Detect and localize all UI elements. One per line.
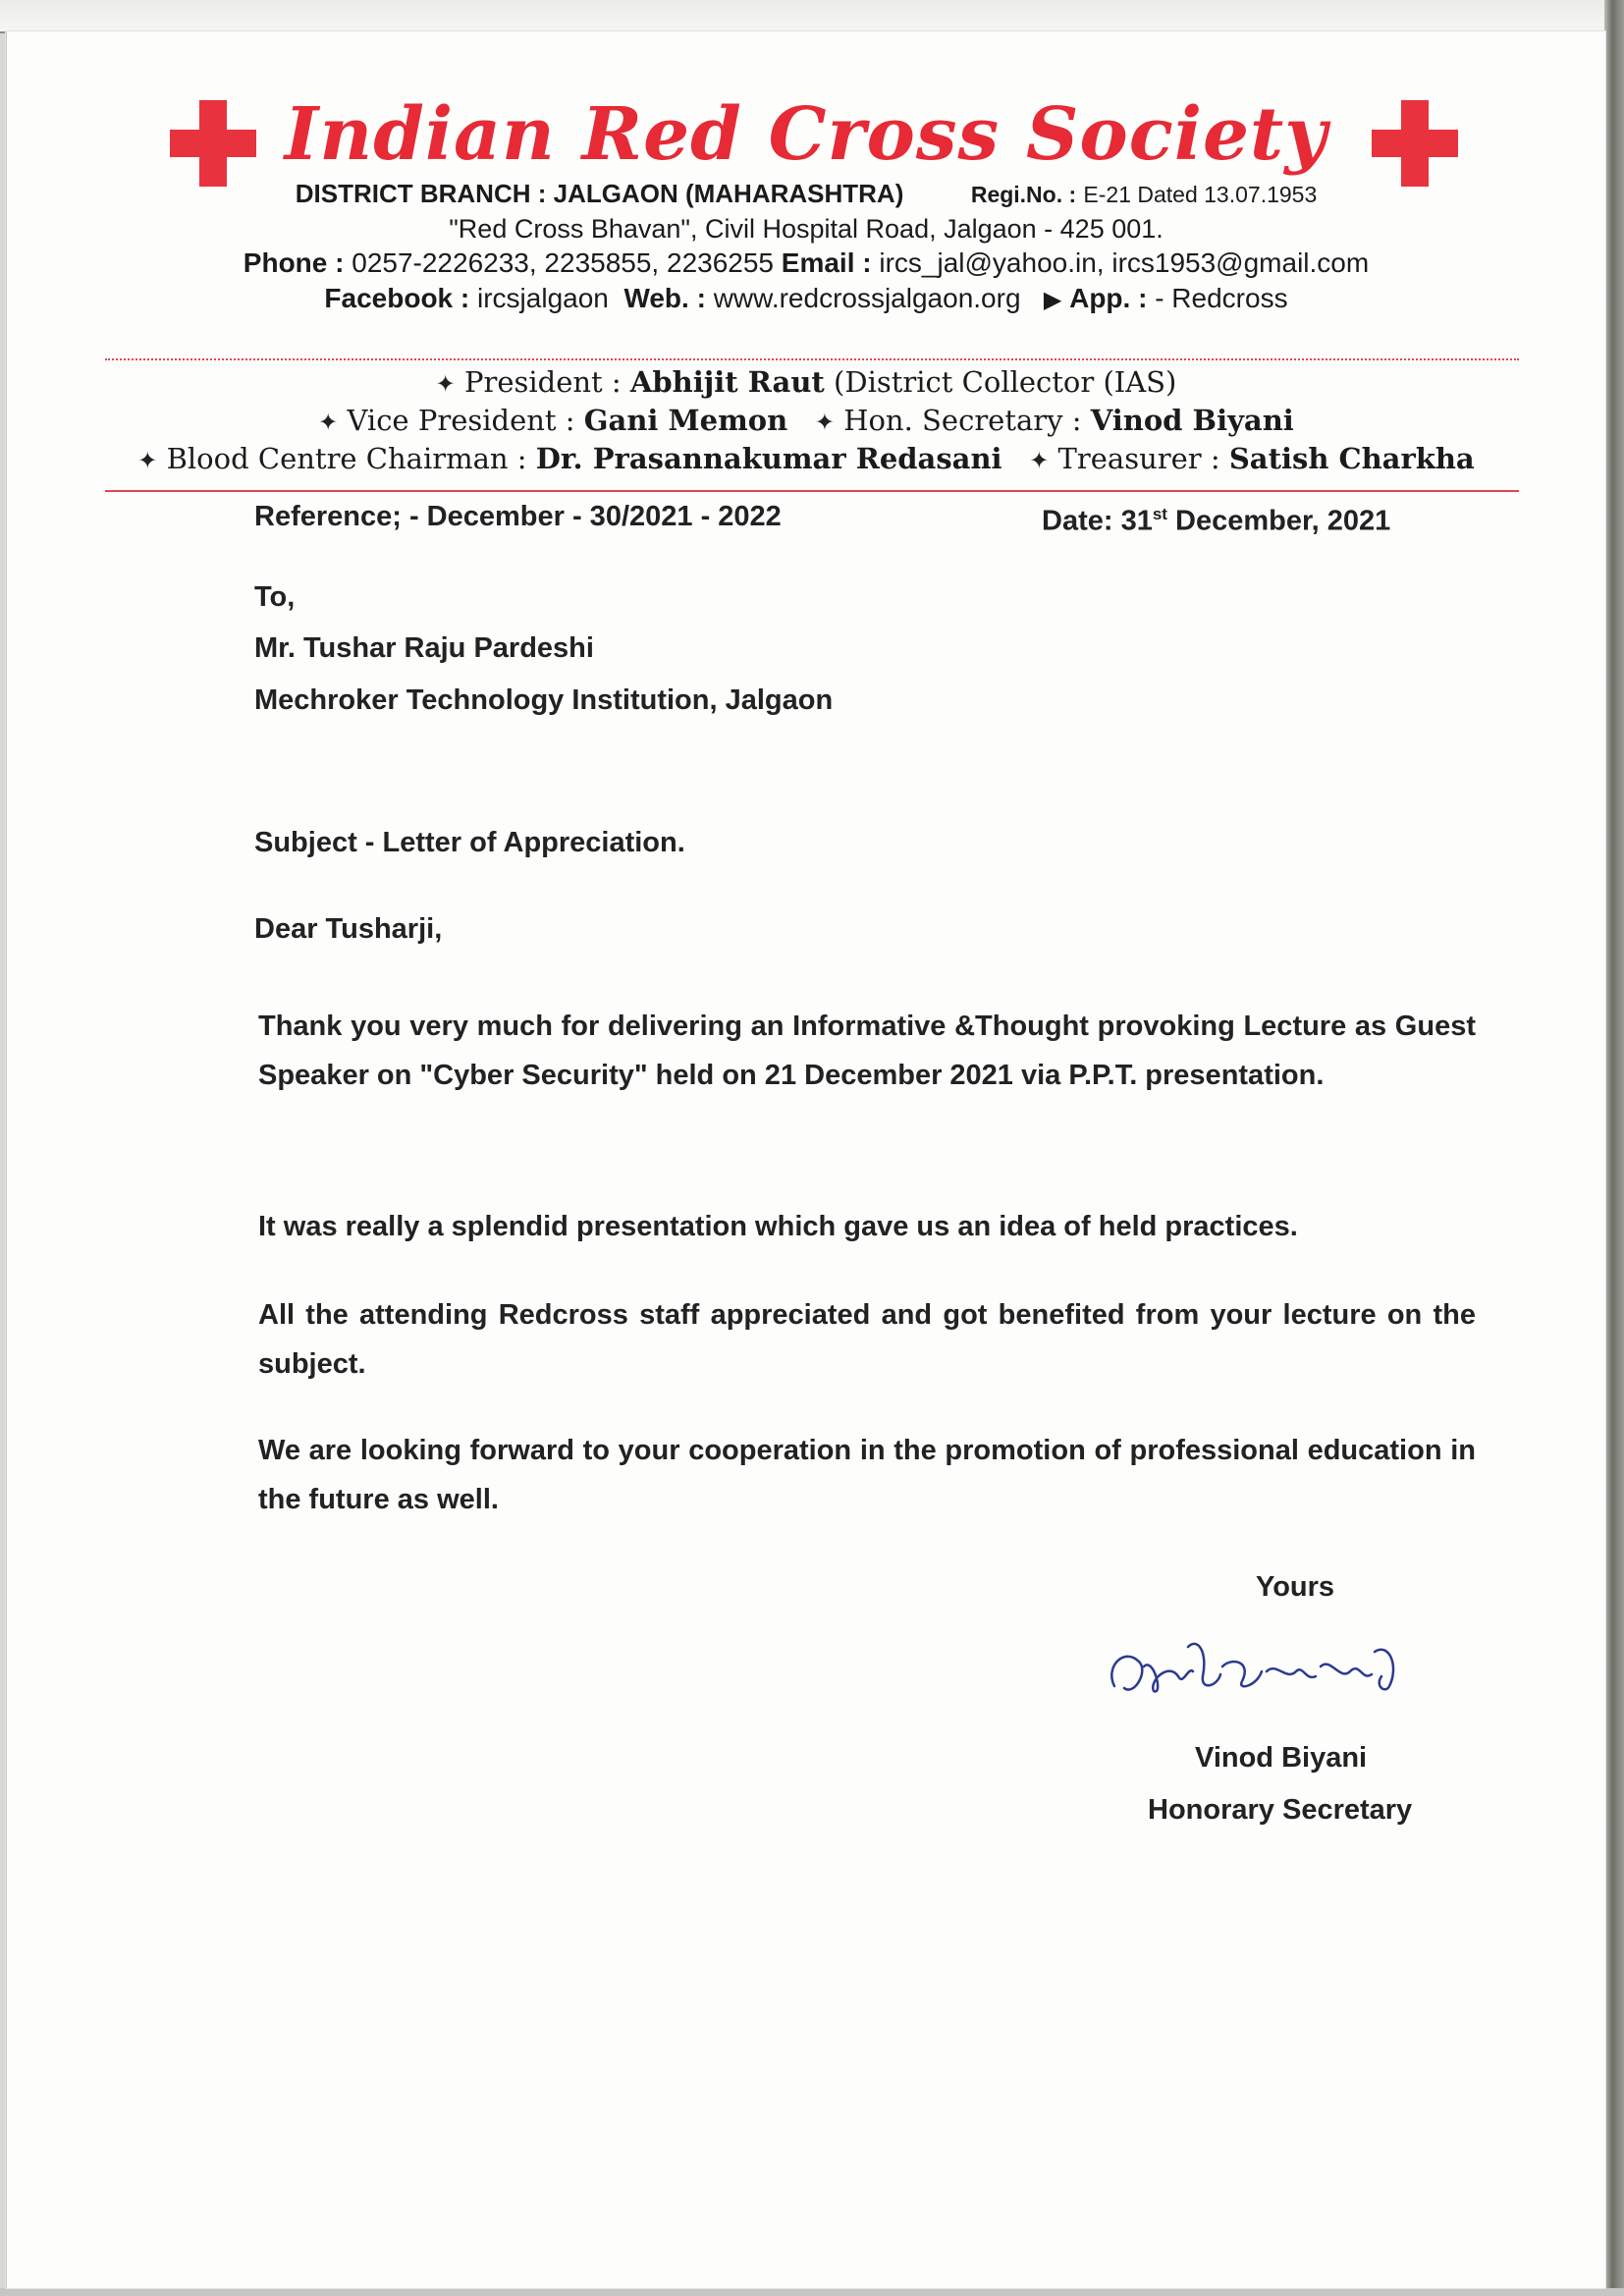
social-line: [7, 283, 1605, 314]
scan-bottom-edge: [0, 2288, 1624, 2296]
president-label: President :: [463, 365, 622, 399]
address-line: "Red Cross Bhavan", Civil Hospital Road, Jalgaon - 425 001.: [449, 214, 1164, 244]
star-icon: ✦: [814, 409, 835, 436]
blood-centre-label: Blood Centre Chairman :: [166, 442, 527, 475]
star-icon: ✦: [1029, 447, 1050, 474]
app-label: App. :: [1069, 283, 1148, 313]
treasurer-label: Treasurer :: [1057, 442, 1220, 475]
vice-president-line: [7, 404, 1605, 437]
play-icon: ▶: [1043, 287, 1062, 313]
branch-text: DISTRICT BRANCH : JALGAON (MAHARASHTRA): [295, 179, 904, 208]
date-sup: st: [1152, 505, 1167, 523]
signatory-name: Vinod Biyani: [1195, 1742, 1368, 1774]
scan-binding-edge: [1604, 0, 1624, 2296]
hon-secretary-label: Hon. Secretary :: [843, 404, 1082, 437]
vice-president-name: Gani Memon: [583, 404, 788, 437]
regi-label: Regi.No. :: [970, 182, 1077, 207]
president-note: (District Collector (IAS): [834, 365, 1177, 399]
web-label: Web. :: [623, 283, 706, 313]
header-solid-divider: [105, 490, 1519, 492]
recipient-org: Mechroker Technology Institution, Jalgaon: [254, 684, 834, 716]
date-prefix: Date: 31: [1042, 505, 1153, 537]
society-name: Indian Red Cross Society: [284, 92, 1328, 177]
hon-secretary-name: Vinod Biyani: [1090, 404, 1294, 437]
salutation: Dear Tusharji,: [254, 913, 443, 945]
reference: Reference; - December - 30/2021 - 2022: [254, 501, 782, 532]
regi-value: E-21 Dated 13.07.1953: [1083, 182, 1318, 207]
contact-line: [7, 247, 1605, 279]
email-label: Email :: [781, 247, 872, 278]
vice-president-label: Vice President :: [347, 404, 575, 437]
phone-value: 0257-2226233, 2235855, 2236255: [352, 247, 774, 278]
handwritten-signature: [1095, 1627, 1448, 1735]
app-value: - Redcross: [1155, 283, 1288, 313]
web-value: www.redcrossjalgaon.org: [713, 283, 1021, 313]
letter-page: [6, 31, 1605, 2288]
subject: Subject - Letter of Appreciation.: [254, 827, 685, 858]
email-value: ircs_jal@yahoo.in, ircs1953@gmail.com: [879, 247, 1370, 278]
president-name: Abhijit Raut: [629, 365, 825, 399]
to-line: To,: [254, 581, 296, 613]
star-icon: ✦: [435, 370, 456, 398]
star-icon: ✦: [137, 447, 158, 474]
recipient-name: Mr. Tushar Raju Pardeshi: [254, 632, 594, 664]
blood-centre-name: Dr. Prasannakumar Redasani: [535, 442, 1002, 475]
date: [1042, 505, 1390, 538]
branch-line: [7, 179, 1605, 209]
president-line: [7, 365, 1605, 399]
date-suffix: December, 2021: [1166, 505, 1391, 537]
scan-top-edge: [0, 0, 1624, 33]
facebook-value: ircsjalgaon: [477, 283, 609, 313]
header-dotted-divider: [105, 358, 1519, 360]
star-icon: ✦: [318, 409, 339, 436]
signatory-title: Honorary Secretary: [1148, 1794, 1413, 1826]
facebook-label: Facebook :: [324, 283, 470, 313]
treasurer-name: Satish Charkha: [1228, 442, 1475, 475]
blood-centre-line: [7, 442, 1605, 475]
closing: Yours: [1256, 1571, 1335, 1603]
paragraph-3: All the attending Redcross staff appreciated and got benefited from your lecture on the subject.: [258, 1299, 1476, 1380]
phone-label: Phone :: [243, 247, 345, 278]
paragraph-1: Thank you very much for delivering an Informative &Thought provoking Lecture as Guest Speaker on "Cyber Security" held on 21 December 2021 via P.P.T. presentation.: [258, 1011, 1476, 1091]
paragraph-2: It was really a splendid presentation which gave us an idea of held practices.: [258, 1211, 1298, 1242]
paragraph-4: We are looking forward to your cooperation in the promotion of professional education in the future as well.: [258, 1435, 1476, 1515]
